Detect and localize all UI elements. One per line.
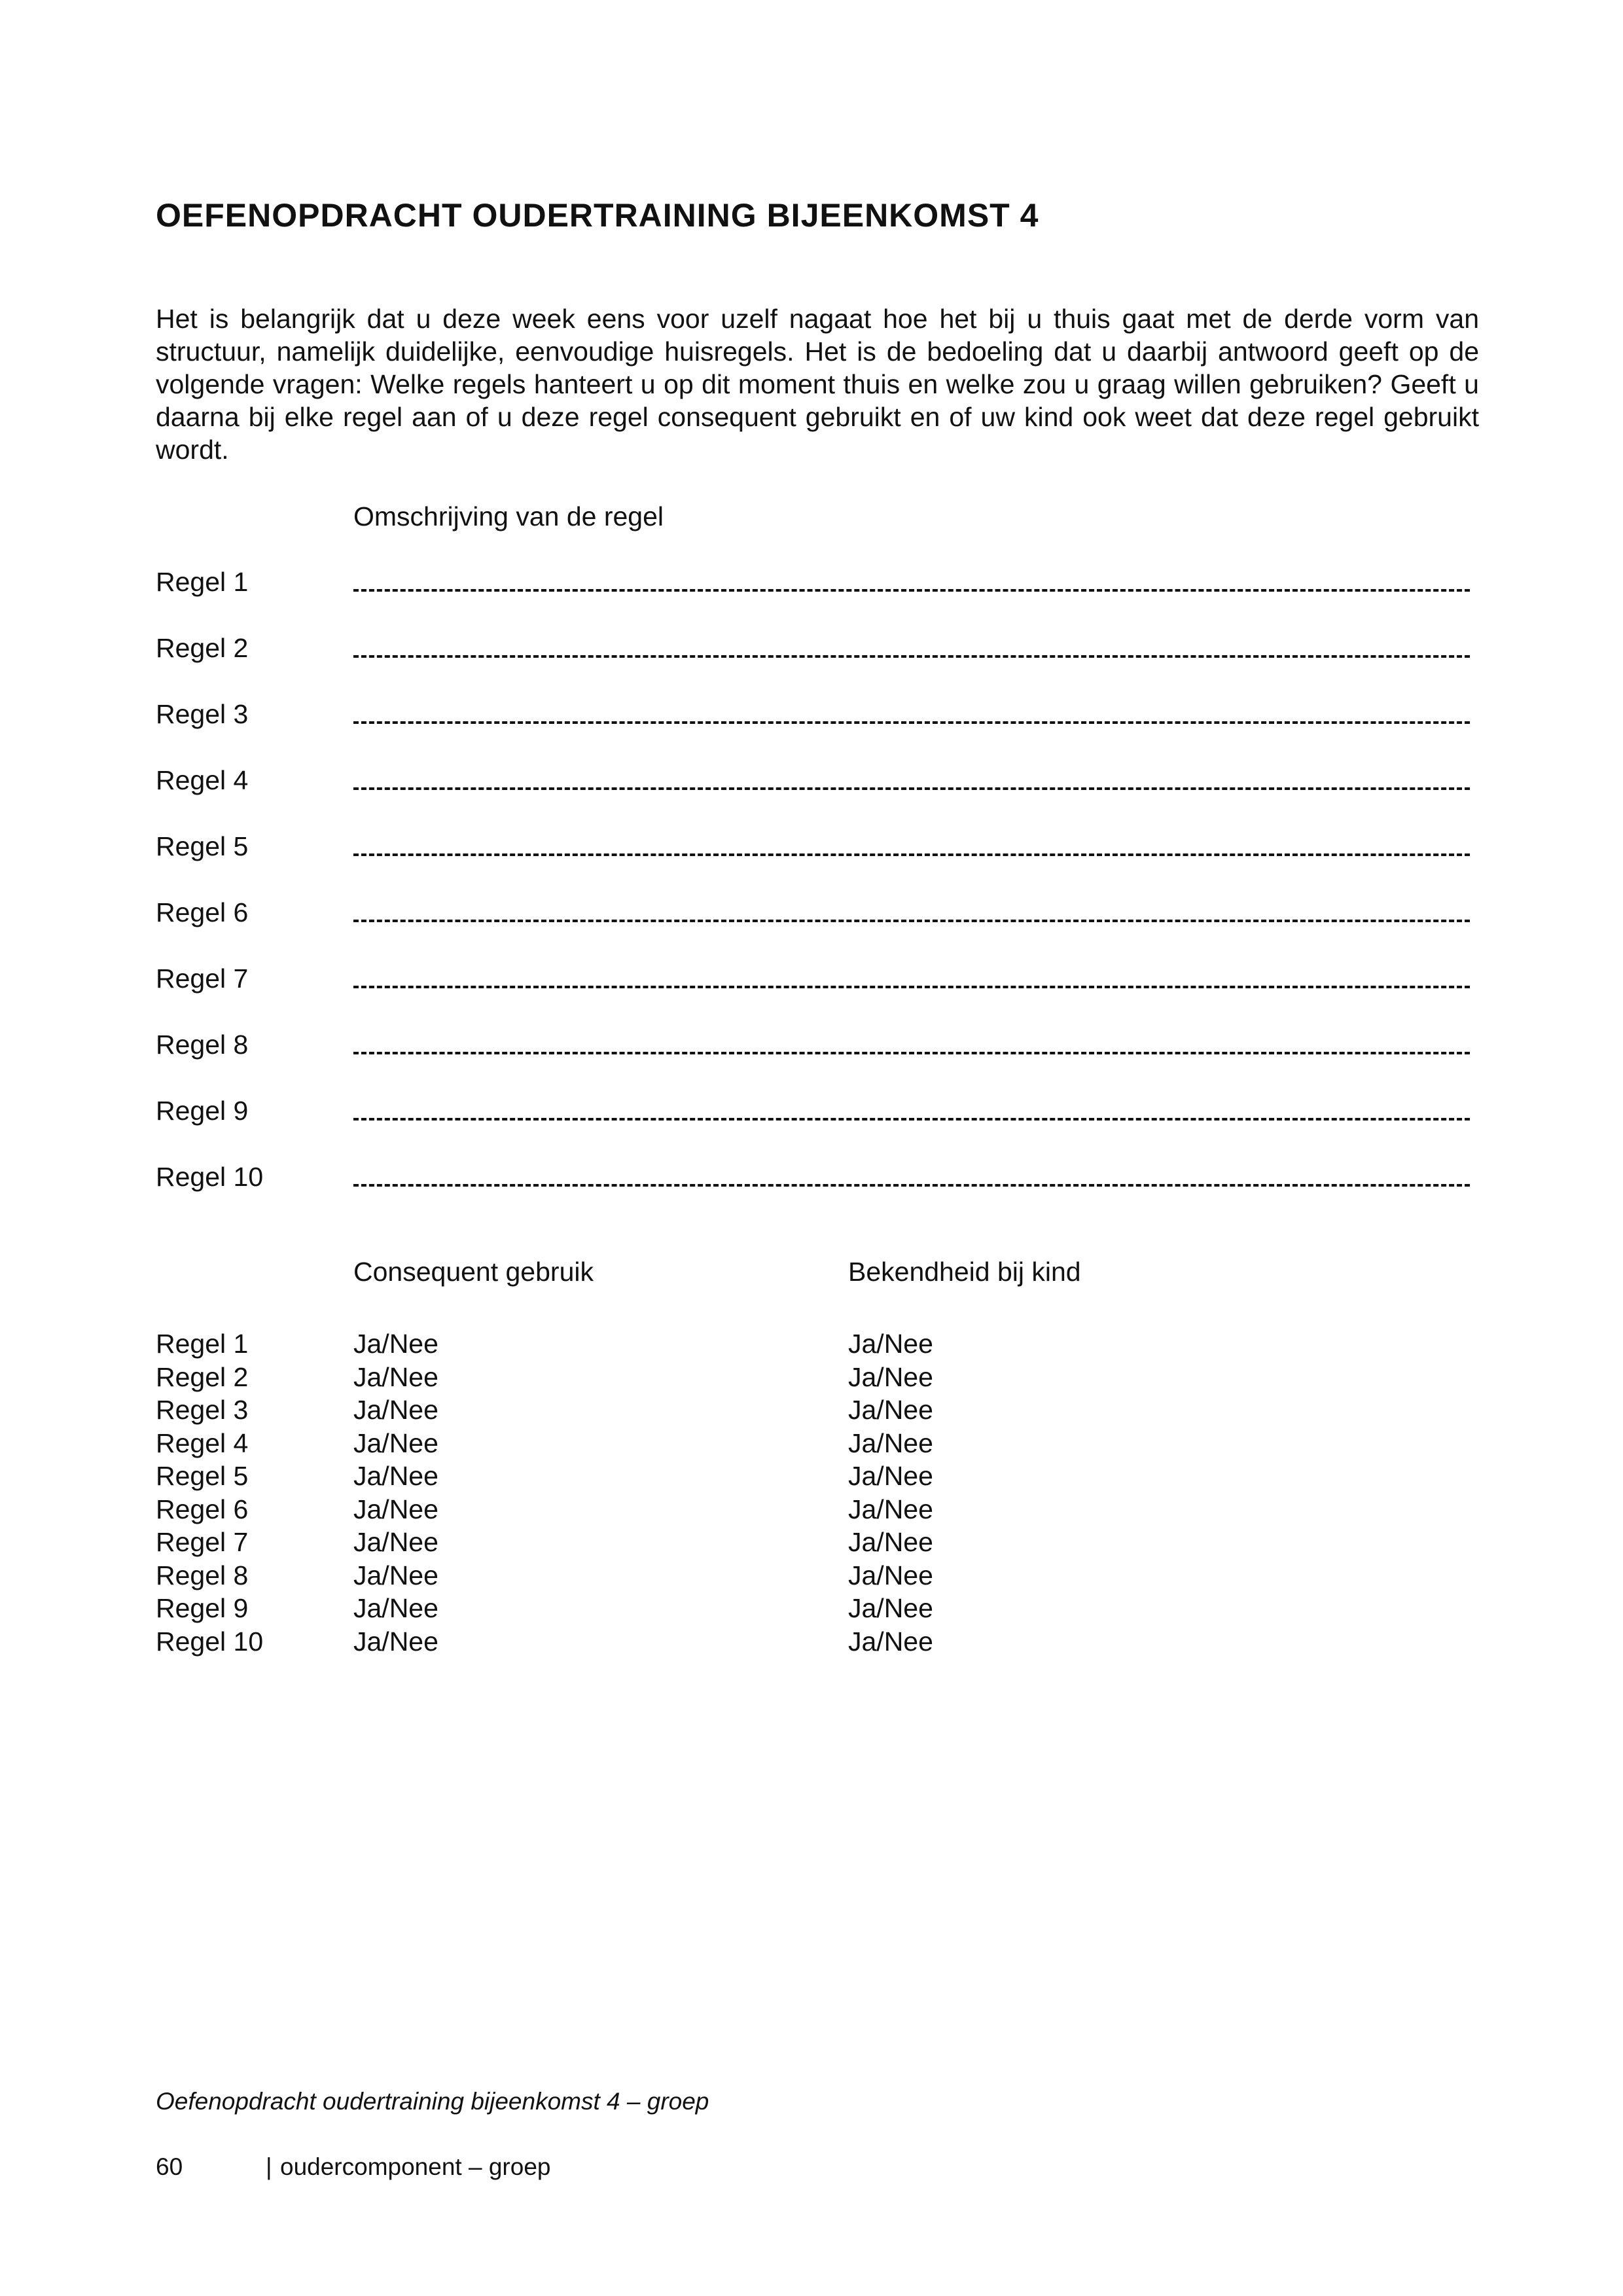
- consequent-answer: Ja/Nee: [353, 1494, 438, 1524]
- bekendheid-answer: Ja/Nee: [848, 1395, 933, 1425]
- row-label: Regel 4: [156, 1427, 249, 1458]
- table-row: [156, 1559, 1072, 1592]
- table-row: [156, 1526, 1072, 1559]
- row-label: Regel 10: [156, 1626, 264, 1657]
- bekendheid-answer: Ja/Nee: [848, 1593, 933, 1623]
- fill-in-line: [353, 1184, 1470, 1187]
- rule-row: [156, 764, 1478, 830]
- rule-label: Regel 7: [156, 963, 249, 994]
- rule-description-list: [156, 565, 1478, 1227]
- table-row: [156, 1361, 1072, 1394]
- description-column-header: Omschrijving van de regel: [353, 501, 664, 531]
- rule-row: [156, 565, 1478, 632]
- fill-in-line: [353, 787, 1470, 790]
- table-row: [156, 1625, 1072, 1659]
- row-label: Regel 7: [156, 1527, 249, 1557]
- rule-label: Regel 3: [156, 699, 249, 729]
- fill-in-line: [353, 920, 1470, 922]
- bekendheid-answer: Ja/Nee: [848, 1560, 933, 1590]
- rule-label: Regel 9: [156, 1096, 249, 1126]
- rule-row: [156, 1094, 1478, 1160]
- bekendheid-answer: Ja/Nee: [848, 1527, 933, 1557]
- rule-label: Regel 6: [156, 897, 249, 927]
- rule-label: Regel 2: [156, 633, 249, 663]
- intro-paragraph: Het is belangrijk dat u deze week eens voor uzelf nagaat hoe het bij u thuis gaat met de derde vorm van structuur, namelijk duidelijke, eenvoudige huisregels. Het is de bedoeling dat u daarbij antwoord geeft op de volgende vragen: Welke regels hanteert u op dit moment thuis en welke zou u graag willen gebruiken? Geeft u daarna bij elke regel aan of u deze regel consequent gebruikt en of uw kind ook weet dat deze regel gebruikt wordt.: [156, 304, 1479, 465]
- page-number: 60: [156, 2153, 183, 2180]
- consequent-answer: Ja/Nee: [353, 1329, 438, 1359]
- page-title: OEFENOPDRACHT OUDERTRAINING BIJEENKOMST 4: [156, 197, 1039, 234]
- bekendheid-answer: Ja/Nee: [848, 1361, 933, 1392]
- table-row: [156, 1493, 1072, 1526]
- bekendheid-answer: Ja/Nee: [848, 1461, 933, 1491]
- row-label: Regel 8: [156, 1560, 249, 1590]
- rule-row: [156, 962, 1478, 1028]
- rule-label: Regel 8: [156, 1030, 249, 1060]
- consequent-answer: Ja/Nee: [353, 1361, 438, 1392]
- table-row: [156, 1327, 1072, 1361]
- fill-in-line: [353, 1052, 1470, 1054]
- bekendheid-answer: Ja/Nee: [848, 1494, 933, 1524]
- rule-label: Regel 1: [156, 567, 249, 597]
- row-label: Regel 5: [156, 1461, 249, 1491]
- table-row: [156, 1460, 1072, 1493]
- bekendheid-column-header: Bekendheid bij kind: [848, 1257, 1081, 1287]
- rule-label: Regel 10: [156, 1162, 264, 1192]
- fill-in-line: [353, 853, 1470, 856]
- consequent-answer: Ja/Nee: [353, 1461, 438, 1491]
- footer-caption: Oefenopdracht oudertraining bijeenkomst 4 – groep: [156, 2088, 709, 2115]
- consequent-answer: Ja/Nee: [353, 1626, 438, 1657]
- fill-in-line: [353, 986, 1470, 988]
- fill-in-line: [353, 721, 1470, 724]
- consequent-column-header: Consequent gebruik: [353, 1257, 594, 1287]
- consequent-answer: Ja/Nee: [353, 1527, 438, 1557]
- footer-section: oudercomponent – groep: [280, 2153, 551, 2180]
- consequent-answer: Ja/Nee: [353, 1427, 438, 1458]
- rule-label: Regel 5: [156, 831, 249, 861]
- bekendheid-answer: Ja/Nee: [848, 1329, 933, 1359]
- rule-row: [156, 698, 1478, 764]
- rule-row: [156, 896, 1478, 962]
- rule-row: [156, 632, 1478, 698]
- fill-in-line: [353, 1118, 1470, 1121]
- row-label: Regel 1: [156, 1329, 249, 1359]
- bekendheid-answer: Ja/Nee: [848, 1626, 933, 1657]
- row-label: Regel 6: [156, 1494, 249, 1524]
- consequent-answer: Ja/Nee: [353, 1560, 438, 1590]
- footer-separator: |: [266, 2153, 272, 2180]
- row-label: Regel 3: [156, 1395, 249, 1425]
- table-row: [156, 1427, 1072, 1460]
- rule-row: [156, 1028, 1478, 1094]
- row-label: Regel 2: [156, 1361, 249, 1392]
- rule-row: [156, 1160, 1478, 1227]
- fill-in-line: [353, 655, 1470, 658]
- table-row: [156, 1393, 1072, 1427]
- bekendheid-answer: Ja/Nee: [848, 1427, 933, 1458]
- row-label: Regel 9: [156, 1593, 249, 1623]
- consequent-answer: Ja/Nee: [353, 1593, 438, 1623]
- table-row: [156, 1592, 1072, 1625]
- rule-label: Regel 4: [156, 765, 249, 795]
- consequent-answer: Ja/Nee: [353, 1395, 438, 1425]
- rule-row: [156, 830, 1478, 896]
- fill-in-line: [353, 589, 1470, 592]
- answer-table: [156, 1327, 1072, 1658]
